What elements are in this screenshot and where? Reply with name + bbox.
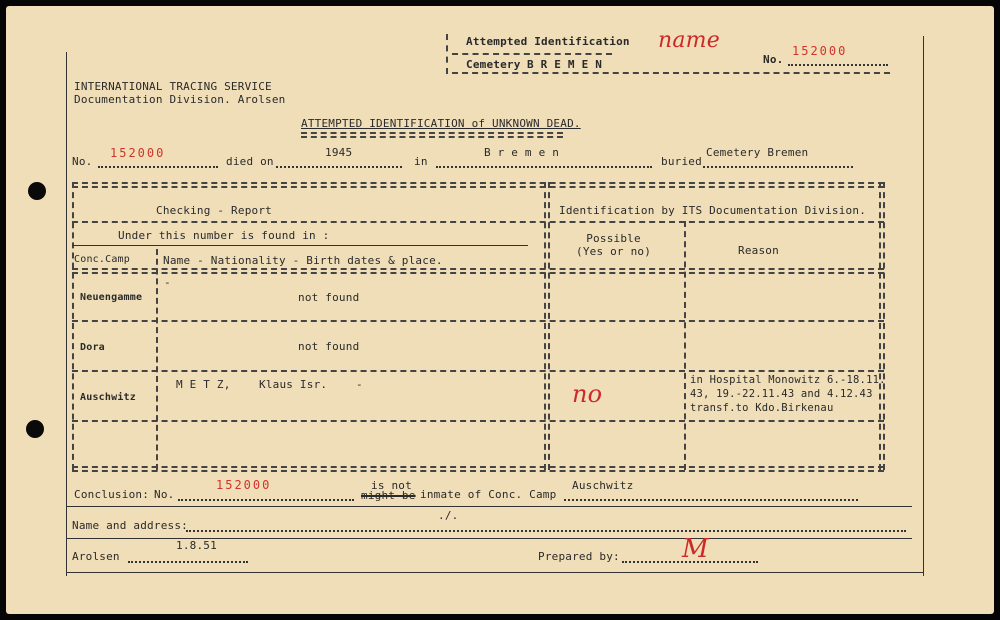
row-3-reason-1: in Hospital Monowitz 6.-18.11. xyxy=(690,374,886,386)
org-line-1: INTERNATIONAL TRACING SERVICE xyxy=(74,80,272,93)
punch-hole-bottom xyxy=(26,420,44,438)
conclusion-label: Conclusion: xyxy=(74,488,150,501)
row-3-reason-3: transf.to Kdo.Birkenau xyxy=(690,402,834,414)
record-card xyxy=(6,6,994,614)
punch-hole-top xyxy=(28,182,46,200)
footer-date: 1.8.51 xyxy=(176,539,217,552)
table-top-1 xyxy=(72,182,884,184)
died-on-dots xyxy=(276,166,402,168)
row-3-reason-2: 43, 19.-22.11.43 and 4.12.43 xyxy=(690,388,873,400)
conclusion-rule xyxy=(66,506,912,507)
conclusion-struck: might be xyxy=(361,489,416,502)
id-box-divider xyxy=(452,53,612,55)
conclusion-no-dots xyxy=(178,499,354,501)
identification-header: Identification by ITS Documentation Division. xyxy=(559,204,867,217)
page-title: ATTEMPTED IDENTIFICATION of UNKNOWN DEAD. xyxy=(301,117,581,130)
table-left xyxy=(72,182,74,470)
attempted-identification-label: Attempted Identification xyxy=(466,35,630,48)
record-no-value: 152000 xyxy=(110,146,166,160)
row-rule-1 xyxy=(72,320,884,322)
in-dots xyxy=(436,166,652,168)
col-header-camp: Conc.Camp xyxy=(74,254,130,265)
died-on-label: died on xyxy=(226,155,274,168)
table-right-1 xyxy=(879,182,881,470)
frame-left xyxy=(66,52,67,576)
row-1-name: not found xyxy=(298,291,360,304)
title-rule-2 xyxy=(301,136,563,138)
table-header-rule-2 xyxy=(72,272,884,274)
name-handwritten: name xyxy=(658,28,720,53)
no-value-top: 152000 xyxy=(792,44,848,58)
checking-report-header: Checking - Report xyxy=(156,204,272,217)
cemetery-name: B R E M E N xyxy=(527,58,603,71)
record-no-label: No. xyxy=(72,155,93,168)
conclusion-camp-value: Auschwitz xyxy=(572,479,634,492)
prepared-by-value: M xyxy=(682,534,709,564)
buried-value: Cemetery Bremen xyxy=(706,146,809,159)
no-label-top: No. xyxy=(763,53,784,66)
buried-dots xyxy=(703,166,853,168)
row-rule-2 xyxy=(72,370,884,372)
col-header-reason: Reason xyxy=(738,244,779,257)
row-1-camp: Neuengamme xyxy=(80,292,143,303)
under-number-label: Under this number is found in : xyxy=(118,229,330,242)
prepared-by-label: Prepared by: xyxy=(538,550,620,563)
footer-date-dots xyxy=(128,561,248,563)
id-box-bottom xyxy=(452,72,890,74)
table-bottom-2 xyxy=(72,470,884,472)
col-header-name: Name - Nationality - Birth dates & place. xyxy=(163,254,443,267)
in-value: B r e m e n xyxy=(484,146,560,159)
table-top-2 xyxy=(72,186,884,188)
table-bottom-1 xyxy=(72,466,884,468)
cemetery-label: Cemetery xyxy=(466,58,521,71)
table-col-name xyxy=(156,249,158,470)
row-3-trail: - xyxy=(356,378,363,391)
title-rule-1 xyxy=(301,132,563,134)
table-mid-1 xyxy=(544,182,546,470)
conclusion-no-value: 152000 xyxy=(216,478,272,492)
buried-label: buried xyxy=(661,155,702,168)
row-3-given: Klaus Isr. xyxy=(259,378,328,391)
table-mid-2 xyxy=(548,182,550,470)
name-address-label: Name and address: xyxy=(72,519,188,532)
in-label: in xyxy=(414,155,428,168)
name-address-value: ./. xyxy=(438,509,459,522)
row-3-possible: no xyxy=(572,380,603,408)
no-dots-top xyxy=(788,64,888,66)
frame-right xyxy=(923,36,924,576)
record-no-dots xyxy=(98,166,218,168)
table-subheader-rule xyxy=(72,221,884,223)
table-right-2 xyxy=(883,182,885,470)
row-1-dash: - xyxy=(164,276,171,289)
under-number-rule xyxy=(72,245,528,246)
conclusion-camp-dots xyxy=(564,499,858,501)
footer-place: Arolsen xyxy=(72,550,120,563)
row-2-name: not found xyxy=(298,340,360,353)
died-on-value: 1945 xyxy=(325,146,353,159)
conclusion-is-not: is not xyxy=(371,479,412,492)
conclusion-inmate-text: inmate of Conc. Camp xyxy=(420,488,557,501)
row-2-camp: Dora xyxy=(80,342,105,353)
row-rule-3 xyxy=(72,420,884,422)
table-header-rule-1 xyxy=(72,268,884,270)
org-line-2: Documentation Division. Arolsen xyxy=(74,93,286,106)
name-address-dots xyxy=(186,530,906,532)
col-header-possible: Possible (Yes or no) xyxy=(576,232,652,258)
table-col-reason xyxy=(684,221,686,470)
row-3-name: M E T Z, xyxy=(176,378,231,391)
row-3-camp: Auschwitz xyxy=(80,392,136,403)
id-box-left xyxy=(446,34,448,74)
conclusion-no-label: No. xyxy=(154,488,175,501)
frame-bottom xyxy=(66,572,924,573)
